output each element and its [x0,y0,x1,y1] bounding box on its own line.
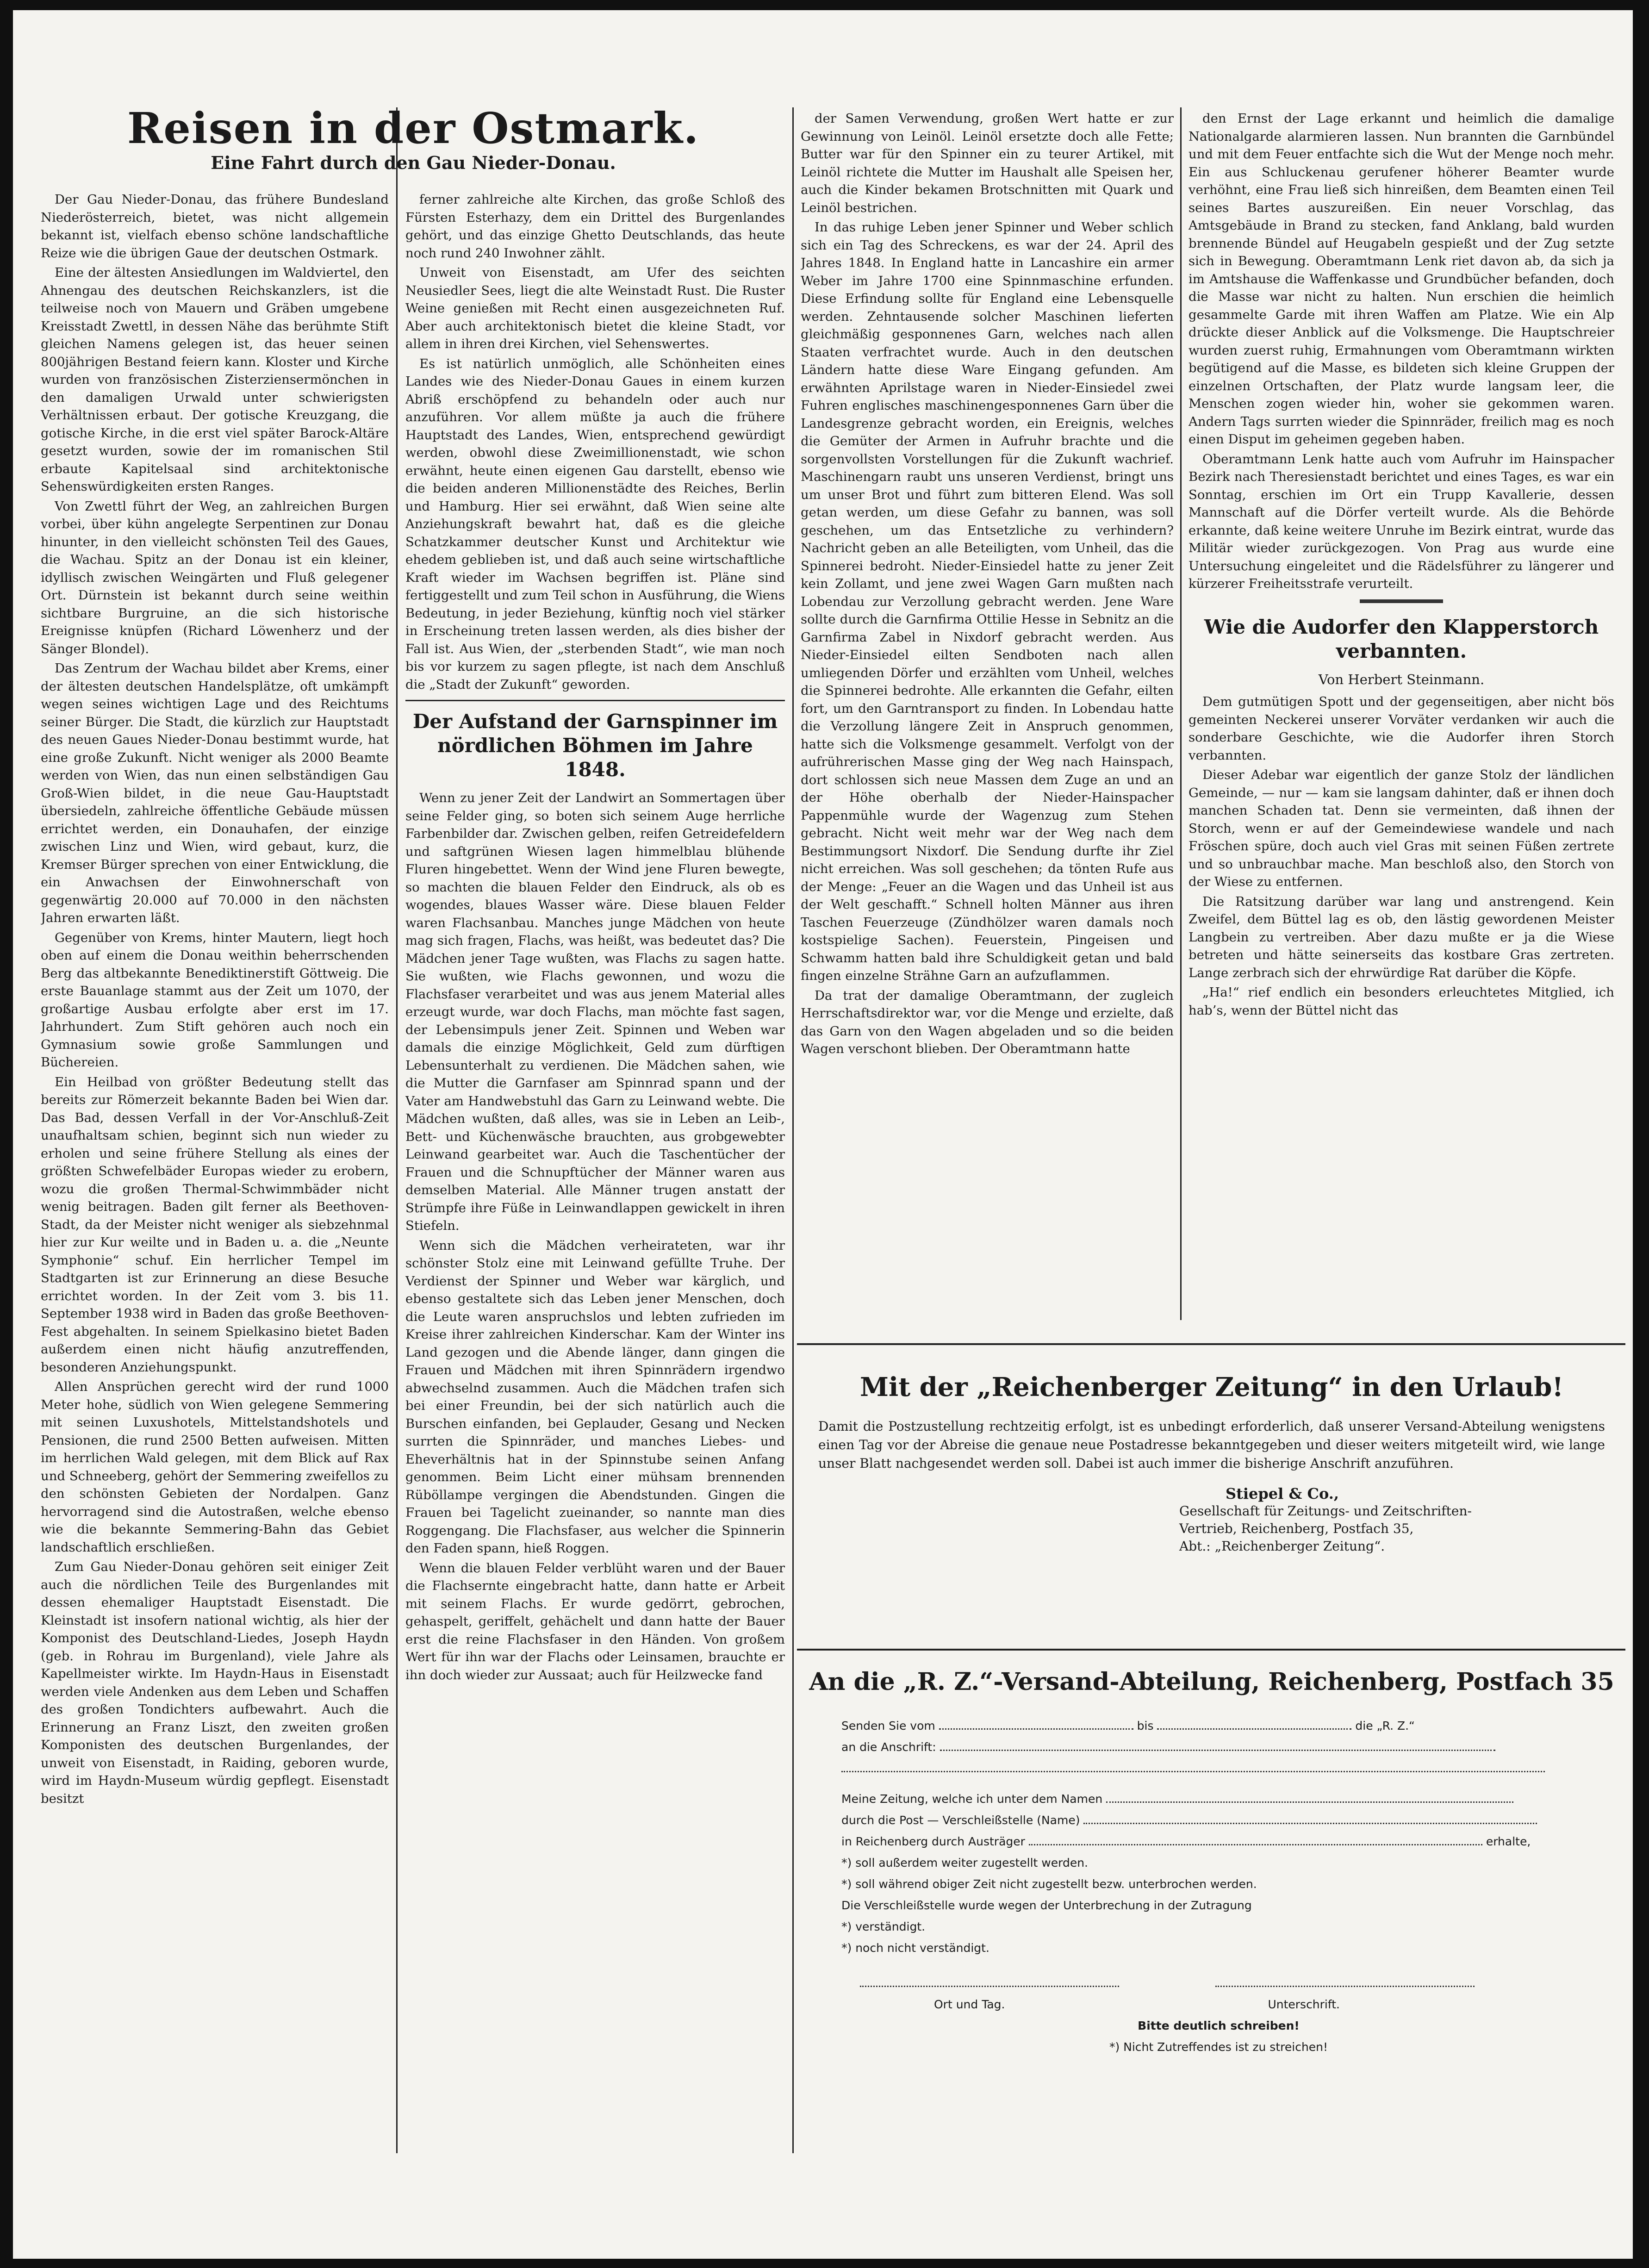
ad-top-rule [797,1343,1625,1345]
coupon-top-rule [797,1649,1625,1651]
label-receive: erhalte, [1486,1835,1531,1848]
paragraph: Allen Ansprüchen gerecht wird der rund 1000 Meter hohe, südlich von Wien gelegene Semmering mit seinen Luxushotels, Mittelstandshotels und Pensionen, die rund 2500 Betten aufweisen. Mitten im herrlichen Wald gelegen, mit dem Blick auf Rax und Schneeberg, gehört der Semmering zweifellos zu den schönsten Gebieten der Nordalpen. Ganz hervorragend sind die Autostraßen, welche ebenso wie die bekannte Semmering-Bahn das Gebiet landschaftlich erschließen. [41,1379,389,1555]
place-date-field[interactable] [860,1973,1119,1987]
label-carrier: in Reichenberg durch Austräger [841,1835,1025,1848]
form-row-address [841,1737,1596,1758]
label-newspaper: die „R. Z.“ [1355,1719,1415,1732]
form-row-name [841,1788,1596,1810]
paragraph: ferner zahlreiche alte Kirchen, das große Schloß des Fürsten Esterhazy, dem ein Drittel des Burgenlandes gehört, und das einzige Ghetto Deutschlands, das heute noch rund 240 Inwohner zählt. [405,192,785,261]
note-strike: *) Nicht Zutreffendes ist zu streichen! [1109,2040,1328,2054]
option-5[interactable]: *) noch nicht verständigt. [841,1941,989,1955]
paragraph: Eine der ältesten Ansiedlungen im Waldviertel, den Ahnengau des deutschen Reichskanzlers, ist die teilweise noch von Mauern und Gräben umgebene Kreisstadt Zwettl, in dessen Nähe das berühmte Stift gleichen Namens gelegen ist, das heuer seinen 800jährigen Bestand feiern kann. Kloster und Kirche wurden von französischen Zisterziensermönchen in den damaligen Urwald unter schwierigsten Verhältnissen erbaut. Der gotische Kreuzgang, die gotische Kirche, in die erst viel später Barock-Altäre gesetzt wurden, sowie der im romanischen Stil erbaute Kapitelsaal sind architektonische Sehenswürdigkeiten ersten Ranges. [41,265,389,494]
paragraph: Es ist natürlich unmöglich, alle Schönheiten eines Landes wie des Nieder-Donau Gaues in einem kurzen Abriß erschöpfend zu behandeln oder auch nur anzuführen. Vor allem müßte ja auch die frühere Hauptstadt des Landes, Wien, entsprechend gewürdigt werden, obwohl diese Zweimillionenstadt, wie schon erwähnt, heute einen eigenen Gau darstellt, ebenso wie die beiden anderen Millionenstädte des Reiches, Berlin und Hamburg. Hier sei erwähnt, daß Wien seine alte Anziehungskraft bewahrt hat, daß es die gleiche Schatzkammer deutscher Kunst und Architektur wie ehedem geblieben ist, und daß auch seine wirtschaftliche Kraft wieder im Wachsen begriffen ist. Pläne sind fertiggestellt und zum Teil schon in Ausführung, die Wiens Bedeutung, in jeder Beziehung, künftig noch viel stärker in Erscheinung treten lassen werden, als dies bisher der Fall ist. Aus Wien, der „sterbenden Stadt“, wie man noch bis vor kurzem zu sagen pflegte, ist nach dem Anschluß die „Stadt der Zukunft“ geworden. [405,356,785,692]
column-3 [801,110,1174,1332]
section-divider [405,700,785,701]
ad-sig-line1: Gesellschaft für Zeitungs- und Zeitschriften-Vertrieb, Reichenberg, Postfach 35, [1179,1503,1472,1536]
form-row-dates [841,1715,1596,1737]
paragraph: den Ernst der Lage erkannt und heimlich die damalige Nationalgarde alarmieren lassen. Nun brannten die Garnbündel und mit dem Feuer entfachte sich die Wut der Menge noch mehr. Ein aus Schluckenau gerufener höherer Beamter wurde verhöhnt, eine Frau ließ sich hinreißen, dem Beamten einen Teil seines Bartes auszureißen. Ein neuer Vorschlag, das Amtsgebäude in Brand zu stecken, fand Anklang, bald wurden brennende Bündel auf Heugabeln gespießt und der Zug setzte sich in Bewegung. Oberamtmann Lenk riet davon ab, da sich ja im Amtshause die Waffenkasse und Grundbücher befanden, doch die Masse war nicht zu halten. Nun erschien die heimlich gesammelte Garde mit ihren Waffen am Platze. Wie ein Alp drückte dieser Anblick auf die Volksmenge. Die Hauptschreier wurden zuerst ruhig, Ermahnungen vom Oberamtmann wirkten begütigend auf die Masse, es bildeten sich kleine Gruppen der einzelnen Ortschaften, der Platz wurde langsam leer, die Menschen zogen wieder hin, woher sie gekommen waren. Andern Tags surrten wieder die Spinnräder, freilich mag es noch einen Disput im geheimen gegeben haben. [1189,111,1614,447]
option-3: Die Verschleißstelle wurde wegen der Unterbrechung in der Zutragung [841,1899,1252,1912]
column-2 [405,191,785,2158]
label-post: durch die Post — Verschleißstelle (Name) [841,1813,1080,1827]
to-date-field[interactable] [1157,1715,1351,1730]
label-place-date: Ort und Tag. [934,1998,1005,2011]
note-write-clearly: Bitte deutlich schreiben! [1138,2019,1300,2032]
paragraph: In das ruhige Leben jener Spinner und Weber schlich sich ein Tag des Schreckens, es war der 24. April des Jahres 1848. In England hatte in Lancashire ein armer Weber im Jahre 1700 eine Spinnmaschine erfunden. Diese Erfindung sollte für England eine Lebensquelle werden. Zehntausende solcher Maschinen lieferten gleichmäßig gesponnenes Garn, welches nach allen Staaten verfrachtet wurde. Auch in den deutschen Ländern hatte diese Ware Eingang gefunden. Am erwähnten Aprilstage waren in Nieder-Einsiedel zwei Fuhren englisches maschinengesponnenes Garn über die Landesgrenze gebracht worden, ein Ereignis, welches die Gemüter der Armen in Aufruhr brachte und die sorgenvollsten Vorstellungen für die Zukunft wachrief. Maschinengarn raubt uns unseren Verdienst, bringt uns um unser Brot und führt zum bitteren Elend. Was soll getan werden, um diese Gefahr zu bannen, was soll geschehen, um das Entsetzliche zu verhindern? Nachricht geben an alle Beteiligten, vom Unheil, das die Spinnerei bedroht. Nieder-Einsiedel hatte zu jener Zeit kein Zollamt, und jene zwei Wagen Garn mußten nach Lobendau zur Verzollung gebracht werden. Jene Ware sollte durch die Garnfirma Ottilie Hesse in Sebnitz an die Garnfirma Zabel in Nixdorf gebracht werden. Aus Nieder-Einsiedel eilten Sendboten nach allen umliegenden Dörfer und erzählten vom Unheil, welches die Spinnerei bedrohte. Alle erkannten die Gefahr, eilten fort, um den Garntransport zu finden. In Lobendau hatte die Verzollung längere Zeit in Anspruch genommen, hatte sich die Volksmenge gesammelt. Verfolgt von der aufrührerischen Masse ging der Weg nach Hainspach, dort schlossen sich neue Massen dem Zuge an und an der Höhe oberhalb der Nieder-Hainspacher Pappenmühle wurde der Wagenzug zum Stehen gebracht. Nicht weit mehr war der Weg nach dem Bestimmungsort Nixdorf. Die Sendung durfte ihr Ziel nicht erreichen. Was soll geschehen; da tönten Rufe aus der Menge: „Feuer an die Wagen und das Unheil ist aus der Welt geschafft.“ Schnell holten Männer aus ihren Taschen Feuerzeuge (Zündhölzer waren damals noch kostspielige Sachen). Feuerstein, Pingeisen und Schwamm hatten bald ihre Schuldigkeit getan und bald fingen einzelne Strähne Garn an aufzuflammen. [801,220,1174,983]
paragraph: Das Zentrum der Wachau bildet aber Krems, einer der ältesten deutschen Handelsplätze, oft umkämpft wegen seines wichtigen Lage und des Reichtums seiner Bürger. Die Stadt, die kürzlich zur Hauptstadt des neuen Gaues Nieder-Donau bestimmt wurde, hat eine große Zukunft. Nicht weniger als 2000 Beamte werden von Wien, das nun einen selbständigen Gau Groß-Wien bildet, in die neue Gau-Hauptstadt übersiedeln, zahlreiche öffentliche Gebäude müssen errichtet werden, ein Donauhafen, der einzige zwischen Linz und Wien, wird gebaut, kurz, die Kremser Bürger sprechen von einer Entwicklung, die ein Anwachsen der Einwohnerschaft von gegenwärtig 20.000 auf 70.000 in den nächsten Jahren erwarten läßt. [41,661,389,925]
newspaper-page [13,10,1633,2259]
article3-author: Von Herbert Steinmann. [1318,671,1485,687]
coupon-title: An die „R. Z.“-Versand-Abteilung, Reichenberg, Postfach 35 [809,1668,1614,1696]
label-signature: Unterschrift. [1268,1998,1340,2011]
form-row-post [841,1810,1596,1831]
column-rule-1 [396,107,398,2153]
ad-title: Mit der „Reichenberger Zeitung“ in den Urlaub! [859,1372,1564,1402]
paragraph: Oberamtmann Lenk hatte auch vom Aufruhr im Hainspacher Bezirk nach Theresienstadt berichtet und eines Tages, es war ein Sonntag, erschien im Ort ein Trupp Kavallerie, dessen Mannschaft auf die Dörfer verteilt wurde. Als die Behörde erkannte, daß keine weitere Unruhe im Bezirk eintrat, wurde das Militär wieder zurückgezogen. Von Prag aus wurde eine Untersuchung eingeleitet und die Rädelsführer zu längerer und kürzerer Freiheitsstrafe verurteilt. [1189,451,1614,591]
column-rule-2 [792,107,794,2153]
paragraph: der Samen Verwendung, großen Wert hatte er zur Gewinnung von Leinöl. Leinöl ersetzte doch alle Fette; Butter war für den Spinner ein zu teurer Artikel, mit Leinöl richtete die Mutter im Haushalt alle Speisen her, auch die Kinder bekamen Brotschnitten mit Quark und Leinöl bestrichen. [801,111,1174,215]
address-field[interactable] [940,1737,1495,1751]
address-field-2[interactable] [841,1758,1545,1772]
paragraph: Zum Gau Nieder-Donau gehören seit einiger Zeit auch die nördlichen Teile des Burgenlandes mit dessen ehemaliger Hauptstadt Eisenstadt. Die Kleinstadt ist insofern national wichtig, als hier der Komponist des Deutschland-Liedes, Joseph Haydn (geb. in Rohrau im Burgenland), viele Jahre als Kapellmeister wirkte. Im Haydn-Haus in Eisenstadt werden viele Andenken aus dem Leben und Schaffen des großen Tondichters aufbewahrt. Auch die Erinnerung an Franz Liszt, den zweiten großen Komponisten des deutschen Burgenlandes, der unweit von Eisenstadt, in Raiding, geboren wurde, wird im Haydn-Museum würdig gepflegt. Eisenstadt besitzt [41,1559,389,1806]
section-ornament [1360,599,1443,603]
coupon-form [841,1715,1596,2058]
ad-signature [1179,1485,1624,1555]
article2-title: Der Aufstand der Garnspinner im nördlichen Böhmen im Jahre 1848. [412,710,778,781]
option-1[interactable]: *) soll außerdem weiter zugestellt werden. [841,1856,1088,1869]
label-to: bis [1137,1719,1154,1732]
subscription-coupon [800,1667,1624,2153]
from-date-field[interactable] [939,1715,1133,1730]
form-row-signature-labels [841,1994,1596,2015]
option-4[interactable]: *) verständigt. [841,1920,926,1933]
paragraph: „Ha!“ rief endlich ein besonders erleuchtetes Mitglied, ich hab’s, wenn der Büttel nicht das [1189,985,1614,1018]
ad-text: Damit die Postzustellung rechtzeitig erfolgt, ist es unbedingt erforderlich, daß unserer Versand-Abteilung wenigstens einen Tag vor der Abreise die genaue neue Postadresse bekanntgegeben und dieser weiters mitgeteilt wird, wie lange unser Blatt nachgesendet werden soll. Dabei ist auch immer die bisherige Anschrift anzuführen. [818,1419,1605,1471]
column-rule-3 [1180,107,1182,1320]
post-field[interactable] [1083,1810,1537,1824]
form-row-address-2 [841,1758,1596,1779]
label-from: Senden Sie vom [841,1719,935,1732]
headline-block [41,103,786,195]
paragraph: Da trat der damalige Oberamtmann, der zugleich Herrschaftsdirektor war, vor die Menge und erzielte, daß das Garn von den Wagen abgeladen und so die beiden Wagen verschont blieben. Der Oberamtmann hatte [801,988,1174,1056]
ad-sig-line2: Abt.: „Reichenberger Zeitung“. [1179,1539,1385,1554]
article-title: Reisen in der Ostmark. [127,103,700,153]
form-row-carrier [841,1831,1596,1852]
holiday-ad [800,1371,1624,1639]
article3-title: Wie die Audorfer den Klapperstorch verbannten. [1204,615,1599,662]
signature-field[interactable] [1215,1973,1475,1987]
label-address: an die Anschrift: [841,1740,936,1754]
paragraph: Wenn die blauen Felder verblüht waren und der Bauer die Flachsernte eingebracht hatte, dann hatte er Arbeit mit seinem Flachs. Er wurde gedörrt, gebrochen, gehaspelt, geriffelt, gehächelt und dann hatte der Bauer erst die reine Flachsfaser in den Händen. Von großem Wert für ihn war der Flachs oder Leinsamen, brauchte er ihn doch wieder zur Aussaat; auch für Heilzwecke fand [405,1560,785,1682]
article-subtitle: Eine Fahrt durch den Gau Nieder-Donau. [211,152,616,173]
paragraph: Dieser Adebar war eigentlich der ganze Stolz der ländlichen Gemeinde, — nur — kam sie langsam dahinter, daß er ihnen doch manchen Schaden tat. Denn sie vermeinten, daß ihnen der Storch, wenn er auf der Gemeindewiese wandele und nach Fröschen spüre, doch auch viel Gras mit seinen Füßen zertrete und so unbrauchbar mache. Man beschloß also, den Storch von der Wiese zu entfernen. [1189,767,1614,889]
paragraph: Ein Heilbad von größter Bedeutung stellt das bereits zur Römerzeit bekannte Baden bei Wien dar. Das Bad, dessen Verfall in der Vor-Anschluß-Zeit unaufhaltsam schien, beginnt sich nun wieder zu erholen und seine frühere Stellung als eines der größten Schwefelbäder Europas wieder zu erobern, wozu die großen Thermal-Schwimmbäder nicht wenig beitragen. Baden gilt ferner als Beethoven-Stadt, da der Meister nicht weniger als siebzehnmal hier zur Kur weilte und in Baden u. a. die „Neunte Symphonie“ schuf. Ein herrlicher Tempel im Stadtgarten ist zur Erinnerung an diese Besuche errichtet worden. In der Zeit vom 3. bis 11. September 1938 wird in Baden das große Beethoven-Fest abgehalten. In seinem Spielkasino bietet Baden außerdem einen nicht häufig anzutreffenden, besonderen Anziehungspunkt. [41,1074,389,1375]
paragraph: Von Zwettl führt der Weg, an zahlreichen Burgen vorbei, über kühn angelegte Serpentinen zur Donau hinunter, in den vielleicht schönsten Teil des Gaues, die Wachau. Spitz an der Donau ist ein kleiner, idyllisch zwischen Weingärten und Fluß gelegener Ort. Dürnstein ist bekannt durch seine weithin sichtbare Burgruine, an die sich historische Ereignisse knüpfen (Richard Löwenherz und der Sänger Blondel). [41,498,389,656]
form-row-signature [841,1973,1596,1994]
carrier-field[interactable] [1029,1831,1482,1845]
paragraph: Unweit von Eisenstadt, am Ufer des seichten Neusiedler Sees, liegt die alte Weinstadt Rust. Die Ruster Weine genießen mit Recht einen ausgezeichneten Ruf. Aber auch architektonisch bietet die kleine Stadt, vor allem in ihren drei Kirchen, viel Sehenswertes. [405,265,785,351]
column-4 [1189,110,1614,1332]
paragraph: Der Gau Nieder-Donau, das frühere Bundesland Niederösterreich, bietet, was nicht allgemein bekannt ist, vielfach ebenso schöne landschaftliche Reize wie die übrigen Gaue der deutschen Ostmark. [41,192,389,261]
paragraph: Die Ratsitzung darüber war lang und anstrengend. Kein Zweifel, dem Büttel lag es ob, den lästig gewordenen Meister Langbein zu vertreiben. Aber dazu mußte er ja die Wiese betreten und hätte seinerseits das kostbare Gras zertreten. Lange zerbrach sich der ehrwürdige Rat darüber die Köpfe. [1189,894,1614,980]
name-field[interactable] [1106,1788,1513,1803]
ad-sig-name: Stiepel & Co., [1226,1485,1339,1502]
paragraph: Wenn sich die Mädchen verheirateten, war ihr schönster Stolz eine mit Leinwand gefüllte Truhe. Der Verdienst der Spinner und Weber war kärglich, und ebenso gestaltete sich das Leben jener Menschen, doch die Leute waren anspruchslos und lebten zufrieden im Kreise ihrer zahlreichen Kinderschar. Kam der Winter ins Land gezogen und die Abende länger, dann gingen die Frauen und Mädchen mit ihren Spinnrädern irgendwo abwechselnd zusammen. Auch die Mädchen trafen sich bei einer Freundin, bei der sich natürlich auch die Burschen einfanden, bei Geplauder, Gesang und Necken surrten die Spinnräder, und manches Liebes- und Eheverhältnis hat in der Spinnstube seinen Anfang genommen. Beim Licht einer mühsam brennenden Rüböllampe vergingen die Abendstunden. Gingen die Frauen bei Tagelicht zueinander, so nannte man dies Roggengang. Die Flachsfaser, aus welcher die Spinnerin den Faden spann, hieß Roggen. [405,1238,785,1556]
option-2[interactable]: *) soll während obiger Zeit nicht zugestellt bezw. unterbrochen werden. [841,1877,1257,1891]
label-name: Meine Zeitung, welche ich unter dem Namen [841,1792,1103,1806]
paragraph: Wenn zu jener Zeit der Landwirt an Sommertagen über seine Felder ging, so boten sich seinem Auge herrliche Farbenbilder dar. Zwischen gelben, reifen Getreidefeldern und saftgrünen Wiesen lagen himmelblau blühende Fluren hingebettet. Wenn der Wind jene Fluren bewegte, so machten die blauen Felder den Eindruck, als ob es wogendes, blaues Wasser wäre. Diese blauen Felder waren Flachsanbau. Manches junge Mädchen von heute mag sich fragen, Flachs, was heißt, was bedeutet das? Die Mädchen jener Tage wußten, was Flachs zu sagen hatte. Sie wußten, wie Flachs gewonnen, und wozu die Flachsfaser verarbeitet und was aus jenem Material alles erzeugt wurde, war doch Flachs, man möchte fast sagen, der Lebensimpuls jener Zeit. Spinnen und Weben war damals die einzige Möglichkeit, Geld zum dürftigen Lebensunterhalt zu verdienen. Die Mädchen sahen, wie die Mutter die Garnfaser am Spinnrad spann und der Vater am Handwebstuhl das Garn zu Leinwand webte. Die Mädchen wußten, daß alles, was sie in Leben an Leib-, Bett- und Küchenwäsche brauchten, aus grobgewebter Leinwand gearbeitet war. Auch die Taschentücher der Frauen und die Schnupftücher der Männer waren aus demselben Material. Alle Männer trugen anstatt der Strümpfe ihre Füße in Leinwandlappen gewickelt in ihren Stiefeln. [405,791,785,1233]
paragraph: Gegenüber von Krems, hinter Mautern, liegt hoch oben auf einem die Donau weithin beherrschenden Berg das altbekannte Benediktinerstift Göttweig. Die erste Bauanlage stammt aus der Zeit um 1070, der großartige Ausbau erfolgte aber erst im 17. Jahrhundert. Zum Stift gehören auch noch ein Gymnasium sowie große Sammlungen und Büchereien. [41,930,389,1070]
column-1 [41,191,389,2158]
paragraph: Dem gutmütigen Spott und der gegenseitigen, aber nicht bös gemeinten Neckerei unserer Vorväter verdanken wir auch die sonderbare Geschichte, wie die Audorfer ihren Storch verbannten. [1189,694,1614,763]
